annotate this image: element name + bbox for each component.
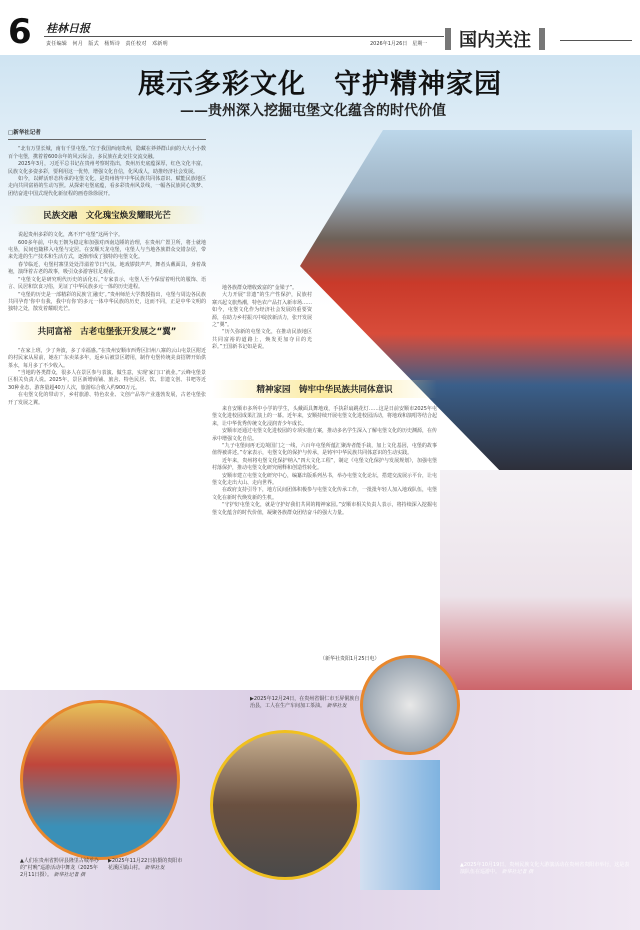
byline: □新华社记者 — [8, 130, 206, 140]
paragraph: 地各族群众增收致富的“金梁子”。 — [222, 285, 298, 291]
caption-text: ▶2025年12月24日，在贵州省铜仁市玉屏侗族自治县，工人在生产车间加工茶油。 — [250, 696, 360, 709]
article-middle-column — [212, 372, 437, 517]
photo-credit: 新华社记者 摄 — [501, 869, 534, 875]
headline-subtitle: ——贵州深入挖掘屯堡文化蕴含的时代价值 — [180, 103, 446, 119]
staff-credits: 责任编辑 何月 版式 杨辉诗 责任校对 邓新明 — [46, 41, 168, 47]
header-rule-right — [560, 40, 632, 41]
paragraph: 600多年前，中央王朝为稳定和加强对西南边陲的治理，在贵州广置卫所，将士就地屯垦，民间也随移入屯堡与定居。在安顺天龙屯堡，屯堡人与当地各族群众交错杂居，带来先进的生产技术和生活方式，逐渐形成了独特的屯堡文化。 — [8, 239, 206, 261]
caption-text: ▲人们在贵州省黔屏县隆里古城举办的“村晚”巡游活动中舞龙（2025年2月11日摄）。 — [20, 858, 99, 878]
photo-credit: 新华社发 — [144, 865, 165, 871]
paragraph: “历久弥新的屯堡文化，在推动民族地区共同富裕的道路上，焕发更加夺目的光彩。”王国新书记如是说。 — [212, 329, 312, 351]
paragraph: “屯堡的历史是一部精彩的民族‘汇融史’。”贵州师范大学教授指出，屯堡与周边各民族共同孕育‘你中有我，我中有你’的多元一体中华民族的历史，这而不同，正是中华文明的独特之处，散发着耀眼光芒。 — [8, 291, 206, 313]
section-heading: 精神家园 铸牢中华民族共同体意识 — [212, 380, 437, 398]
paragraph: “屯堡文化是研究明代历史的活化石。”专家表示，屯堡人至今保留着明代的服饰、语言、民居和饮食习俗，见证了中华民族多元一体的历史进程。 — [8, 276, 206, 291]
caption-village — [108, 858, 183, 872]
paragraph: “守护好屯堡文化，就是守护好我们共同的精神家园。”安顺市相关负责人表示，将持续深入挖掘屯堡文化蕴含的时代价值，凝聚各族群众团结奋斗的强大力量。 — [212, 502, 437, 516]
paragraph: 2025年3月，习近平总书记在贵州考察时指出，贵州历史底蕴深厚，红色文化丰富，民族文化多姿多彩，要利用这一优势，增强文化自信，化风成人，助推经济社会发展。 — [8, 161, 206, 175]
tea-oil-factory-photo — [360, 655, 460, 755]
masthead-logo: 桂林日报 — [46, 22, 90, 35]
page-number: 6 — [8, 12, 32, 52]
paragraph: “当地的各类群众，很多人在景区参与表演、做生意，实现‘家门口’就业。”云峰屯堡景区相关负责人说。2025年，景区新增商铺、旅舍、特色民居、饮、非遗文创、书吧等近30种业态，游客量超40万人次，旅游综合收入约900万元。 — [8, 369, 206, 391]
caption-text: ▶2025年11月22日拍摄的贵阳市花溪区镇山村。 — [108, 858, 183, 871]
village-photo — [210, 730, 360, 880]
photo-credit: 新华社发 — [326, 703, 347, 709]
headline-title: 展示多彩文化 守护精神家园 — [138, 69, 502, 100]
paragraph: 说起贵州多彩的文化，离不开“屯堡”这两个字。 — [18, 232, 124, 239]
paragraph: 近年来，贵州将屯堡文化保护纳入“四大文化工程”，制定《屯堡文化保护与发展规划》，加强屯堡村落保护，推动屯堡文化研究阐释和创造性转化。 — [212, 457, 437, 472]
caption-parade — [460, 862, 632, 876]
section-title: 国内关注 — [459, 30, 531, 51]
header-rule — [44, 36, 444, 37]
article-middle-top — [212, 285, 312, 352]
caption-text: ▲2025年10月19日，贵州民族文化大游演活动在贵州省贵阳市举行，这是表演队伍在巡游中。 — [460, 862, 630, 875]
issue-date: 2026年1月26日 星期一 — [370, 41, 428, 47]
paragraph: 春节临近，屯堡村寨里处处洋溢着节日气氛。地戏锣鼓声声，舞者头戴面具，身着战袍，演绎着古老的故事，吸引众多游客驻足观看。 — [8, 261, 206, 276]
performer-photo — [360, 760, 440, 890]
dateline: （新华社贵阳1月25日电） — [320, 656, 380, 662]
section-heading: 民族交融 文化瑰宝焕发耀眼光芒 — [8, 206, 206, 224]
paragraph: “北有万里长城，南有千里屯堡。”位于我国西南贵州，隐藏在莽莽群山间的大大小小数百个屯堡，携着着600余年的风云际会，多民族在此交往交流交融。 — [8, 146, 206, 160]
paragraph: 如今，以鲜活形态传承的屯堡文化，是贵州铸牢中华民族共同体意识、赋能民族地区走向共同富裕的生动写照。从探索屯堡底蕴，看多彩贵州风景线，一幅各民族同心筑梦、团结奋进中国式现代化新征程的画卷徐徐展开。 — [8, 176, 206, 197]
caption-tea-oil — [250, 696, 360, 710]
dragon-dance-photo — [20, 700, 180, 860]
paragraph: 安顺市建立屯堡文化研究中心，编纂出版系列丛书，举办屯堡文化论坛，搭建交流展示平台，让屯堡文化走出大山、走向世界。 — [212, 472, 438, 487]
section-label — [445, 26, 557, 52]
paragraph: 在政府支持引导下，地方民间团体积极参与屯堡文化传承工作，一批批年轻人加入地戏队伍，屯堡文化在新时代焕发新的生机。 — [212, 487, 438, 501]
paragraph: 来自安顺市多所中小学的学生，头戴面具舞地戏，手执彩扇跳花灯……这是日前安顺市2025年屯堡文化进校园成果汇演上的一幕。近年来，安顺持续开展屯堡文化进校园活动，将地戏和演唱等结合起来，让中华优秀传统文化浸润青少年成长。 — [212, 406, 438, 427]
paragraph: 在屯堡文化的带动下，乡村旅游、特色农业、文创产品等产业蓬勃发展，古老屯堡张开了发展之翼。 — [8, 392, 206, 406]
photo-credit: 新华社记者 摄 — [53, 872, 86, 878]
paragraph: “在家上班，少了奔波，多了幸福感。”在贵州安顺市西秀区旧州八寨的云山屯景区附近的村民家从屋前，她在广东卖菜多年，返乡后被景区聘用，制作屯堡传统美食招牌开始供茶水，每月多了不少收入。 — [8, 347, 206, 369]
paragraph: “九子屯堡间再无边境国门之一线，六百年屯堡所蕴汇聚涛者能手栽，加上文化基因，屯堡的故事值得被讲述。”专家表示，屯堡文化的保护与传承，是铸牢中华民族共同体意识的生动实践。 — [212, 443, 437, 457]
caption-dragon-dance — [20, 858, 100, 879]
paragraph: 安顺市还通过屯堡文化进校园的专项实施方案，推动多名学生深入了解屯堡文化的历史渊源，在传承中增强文化自信。 — [212, 428, 438, 442]
article-left-column — [8, 130, 206, 407]
paragraph: 大力开展“非遗”的生产性保护，民族村寨兴起文旅热潮，特色农产品打入新市场……如今，屯堡文化作为经济社会发展的重要资源，在助力乡村振兴中绽放新活力，张开发展之“翼”。 — [212, 292, 313, 329]
section-heading: 共同富裕 古老屯堡张开发展之“翼” — [8, 322, 206, 340]
